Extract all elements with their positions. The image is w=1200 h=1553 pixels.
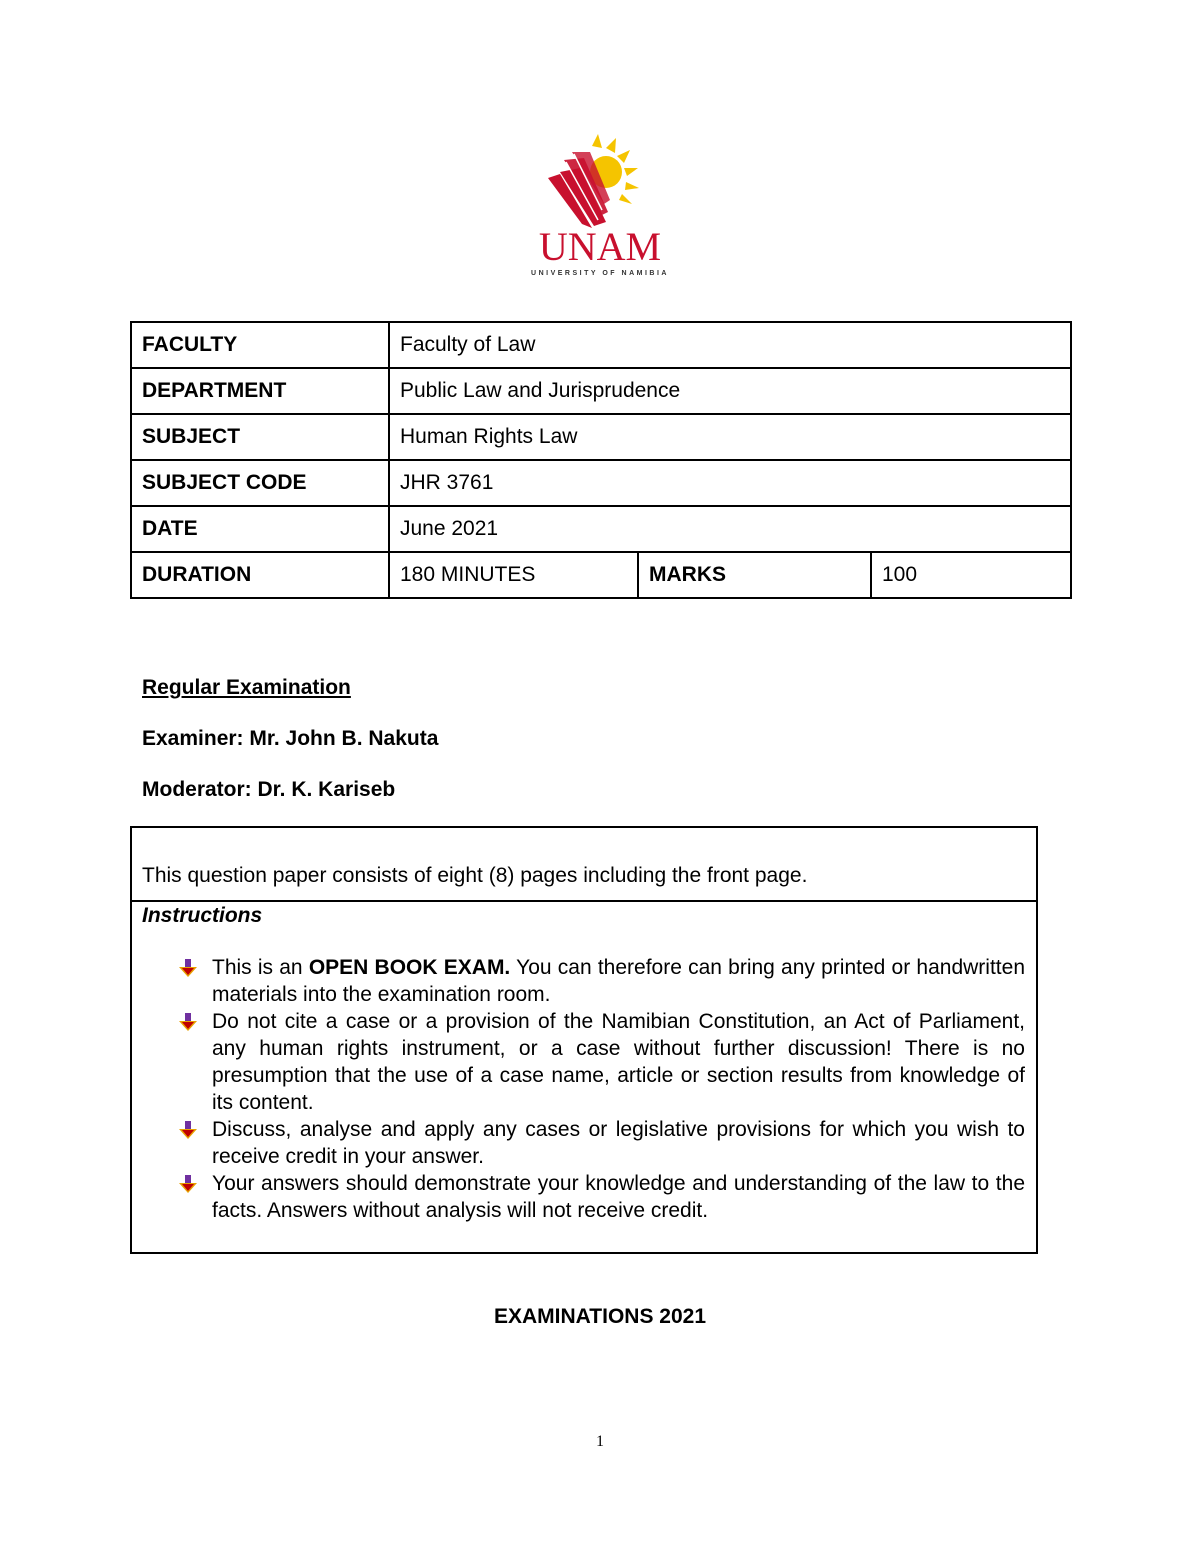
faculty-label: FACULTY [131, 322, 389, 368]
examiner: Examiner: Mr. John B. Nakuta [142, 727, 439, 750]
date-label: DATE [131, 506, 389, 552]
exam-type: Regular Examination [142, 676, 351, 699]
date-value: June 2021 [389, 506, 1071, 552]
duration-value: 180 MINUTES [389, 552, 638, 598]
moderator: Moderator: Dr. K. Kariseb [142, 778, 396, 801]
department-label: DEPARTMENT [131, 368, 389, 414]
table-row [131, 506, 1071, 552]
logo-wordmark: UNAM [538, 224, 662, 269]
subject-code-label: SUBJECT CODE [131, 460, 389, 506]
table-row [131, 552, 1071, 598]
unam-logo [520, 132, 680, 280]
divider [132, 900, 1036, 902]
subject-value: Human Rights Law [389, 414, 1071, 460]
instructions-list [132, 954, 1025, 1224]
list-item: Discuss, analyse and apply any cases or legislative provisions for which you wish to receive credit in your answer. [132, 1116, 1025, 1170]
list-item: Do not cite a case or a provision of the Namibian Constitution, an Act of Parliament, any human rights instrument, or a case without further discussion! There is no presumption that the use of a case name, article or section results from knowledge of its content. [132, 1008, 1025, 1116]
arrow-down-icon [178, 1174, 198, 1194]
marks-value: 100 [871, 552, 1071, 598]
page-number: 1 [596, 1433, 604, 1450]
table-row [131, 322, 1071, 368]
arrow-down-icon [178, 1120, 198, 1140]
marks-label: MARKS [638, 552, 871, 598]
subject-code-value: JHR 3761 [389, 460, 1071, 506]
list-item: This is an OPEN BOOK EXAM. You can therefore can bring any printed or handwritten materials into the examination room. [132, 954, 1025, 1008]
subject-label: SUBJECT [131, 414, 389, 460]
instructions-box [130, 826, 1038, 1254]
table-row [131, 414, 1071, 460]
department-value: Public Law and Jurisprudence [389, 368, 1071, 414]
arrow-down-icon [178, 958, 198, 978]
instructions-title: Instructions [142, 904, 263, 927]
duration-label: DURATION [131, 552, 389, 598]
table-row [131, 368, 1071, 414]
faculty-value: Faculty of Law [389, 322, 1071, 368]
exam-info-table [130, 321, 1072, 599]
logo-tagline: UNIVERSITY OF NAMIBIA [531, 270, 669, 277]
arrow-down-icon [178, 1012, 198, 1032]
pages-note: This question paper consists of eight (8) pages including the front page. [142, 864, 808, 887]
examinations-title: EXAMINATIONS 2021 [494, 1305, 706, 1328]
table-row [131, 460, 1071, 506]
list-item: Your answers should demonstrate your knowledge and understanding of the law to the facts. Answers without analysis will not receive credit. [132, 1170, 1025, 1224]
